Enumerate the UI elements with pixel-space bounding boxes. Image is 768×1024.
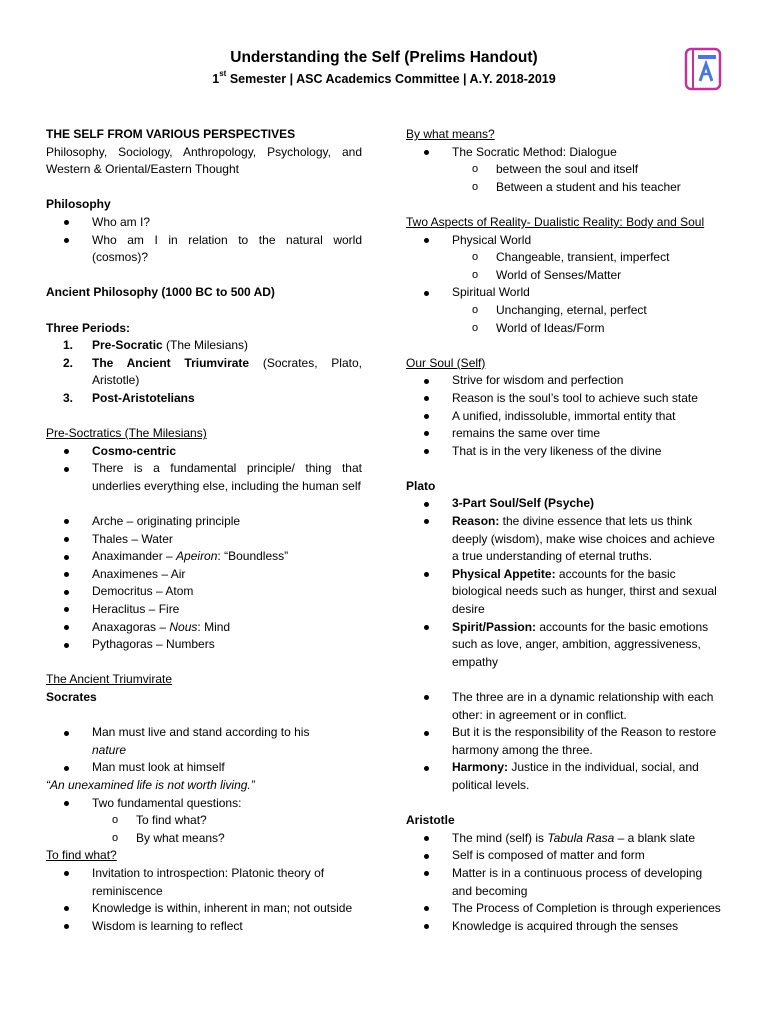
socrates-heading: Socrates [46,690,97,704]
list-item: The Process of Completion is through experiences [406,900,724,918]
list-item: But it is the responsibility of the Reason to restore harmony among the three. [406,724,724,759]
find-what-heading: To find what? [46,848,117,863]
list-item: Who am I in relation to the natural world (cosmos)? [46,232,362,267]
list-item: Knowledge is within, inherent in man; not outside [46,900,362,918]
by-what-means-heading: By what means? [406,127,495,141]
list-item: 1. Pre-Socratic (The Milesians) [63,338,249,353]
page-subtitle: 1st Semester | ASC Academics Committee | A.Y. 2018-2019 [212,69,556,86]
book-logo-icon [684,47,724,91]
list-item: Thales – Water [46,531,362,549]
list-item: Harmony: Justice in the individual, social, and political levels. [406,759,724,794]
list-item: Physical Appetite: accounts for the basic biological needs such as hunger, thirst and sexual desire [406,566,724,619]
sub-list-item: o World of Senses/Matter [472,267,622,282]
list-item: Spirit/Passion: accounts for the basic emotions such as love, anger, ambition, aggressiveness, empathy [406,619,724,672]
list-item: Arche – originating principle [46,513,362,531]
sub-list-item: o Unchanging, eternal, perfect [472,302,647,317]
list-item: The Socratic Method: Dialogue [406,144,724,162]
left-column [46,126,362,935]
list-item: Two fundamental questions: [46,795,362,813]
list-item: Invitation to introspection: Platonic theory of reminiscence [46,865,362,900]
sub-list-item: o Changeable, transient, imperfect [472,250,670,265]
list-item: A unified, indissoluble, immortal entity that [406,408,724,426]
list-item: Pythagoras – Numbers [46,636,362,654]
sub-list-item: o To find what? [112,813,207,828]
list-item: Man must live and stand according to his nature [46,724,362,759]
right-column [406,126,724,935]
list-item: Reason: the divine essence that lets us think deeply (wisdom), make wise choices and achieve a true understanding of eternal truths. [406,513,724,566]
list-item: Physical World [406,232,724,250]
list-item: Strive for wisdom and perfection [406,372,724,390]
perspectives-text: Philosophy, Sociology, Anthropology, Psychology, and Western & Oriental/Eastern Thought [46,144,362,177]
list-item: Man must look at himself [46,759,362,777]
sub-list-item: o World of Ideas/Form [472,320,605,335]
page-header [0,47,768,89]
sub-list-item: o By what means? [112,830,225,845]
quote: “An unexamined life is not worth living.” [46,777,255,792]
list-item: Anaxagoras – Nous: Mind [46,619,362,637]
list-item: There is a fundamental principle/ thing that underlies everything else, including the human self [46,460,362,495]
list-item: Reason is the soul’s tool to achieve such state [406,390,724,408]
philosophy-heading: Philosophy [46,197,111,212]
list-item: That is in the very likeness of the divine [406,443,724,461]
ancient-philosophy-heading: Ancient Philosophy (1000 BC to 500 AD) [46,285,275,300]
list-item: Who am I? [46,214,362,232]
list-item: Cosmo-centric [46,443,362,461]
list-item: Knowledge is acquired through the senses [406,918,724,936]
list-item: Heraclitus – Fire [46,601,362,619]
sub-list-item: o Between a student and his teacher [472,179,681,194]
periods-heading: Three Periods: [46,320,131,335]
list-item: The three are in a dynamic relationship with each other: in agreement or in conflict. [406,689,724,724]
aristotle-heading: Aristotle [406,813,455,828]
list-item: Anaximenes – Air [46,566,362,584]
list-item: Spiritual World [406,284,724,302]
perspectives-heading: THE SELF FROM VARIOUS PERSPECTIVES [46,127,296,141]
plato-heading: Plato [406,478,436,493]
our-soul-heading: Our Soul (Self) [406,355,486,370]
list-item: Wisdom is learning to reflect [46,918,362,936]
list-item: The mind (self) is Tabula Rasa – a blank slate [406,830,724,848]
aspects-heading: Two Aspects of Reality- Dualistic Reality: Body and Soul [406,214,705,229]
list-item: 3. Post-Aristotelians [63,390,195,405]
list-item: 3-Part Soul/Self (Psyche) [406,495,724,513]
list-item: Democritus – Atom [46,583,362,601]
list-item: Matter is in a continuous process of developing and becoming [406,865,724,900]
presocratics-heading: Pre-Soctratics (The Milesians) [46,426,207,441]
triumvirate-heading: The Ancient Triumvirate [46,672,173,687]
page-title: Understanding the Self (Prelims Handout) [230,49,538,66]
list-item: Anaximander – Apeiron: “Boundless” [46,548,362,566]
list-item: Self is composed of matter and form [406,847,724,865]
list-item: 2. The Ancient Triumvirate (Socrates, Plato, Aristotle) [63,355,362,388]
list-item: remains the same over time [406,425,724,443]
sub-list-item: o between the soul and itself [472,162,639,177]
